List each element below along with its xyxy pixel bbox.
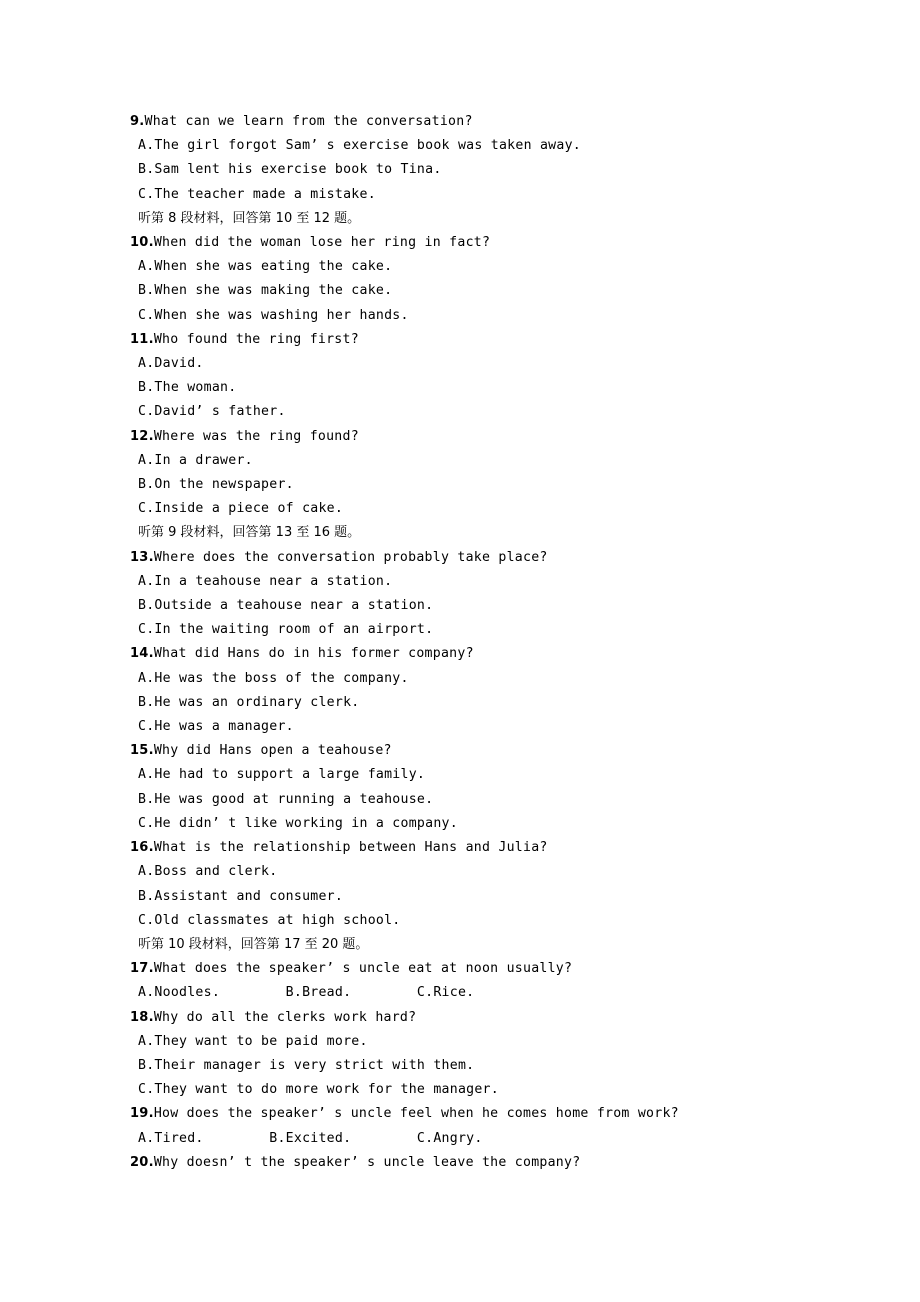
- question-text: Where does the conversation probably take place?: [153, 549, 548, 565]
- question-text: What does the speaker’ s uncle eat at noon usually?: [153, 961, 573, 977]
- answer-option: C.When she was washing her hands.: [138, 307, 409, 323]
- section-instruction: 听第 8 段材料，回答第 10 至 12 题。: [138, 210, 361, 226]
- question-number: 19.: [130, 1106, 154, 1122]
- question-line: [130, 836, 830, 860]
- answer-option: C.Inside a piece of cake.: [138, 501, 344, 517]
- question-line: [130, 739, 830, 763]
- question-line: [130, 328, 830, 352]
- answer-option: C.The teacher made a mistake.: [138, 186, 376, 202]
- answer-option: B.On the newspaper.: [138, 477, 294, 493]
- question-number: 18.: [130, 1009, 154, 1025]
- question-text: When did the woman lose her ring in fact?: [153, 235, 491, 251]
- question-text: What is the relationship between Hans and Julia?: [153, 840, 548, 856]
- question-number: 12.: [130, 428, 154, 444]
- answer-option: C.David’ s father.: [138, 404, 286, 420]
- question-text: Where was the ring found?: [153, 428, 359, 444]
- question-number: 20.: [130, 1154, 154, 1170]
- answer-option-row: A.Noodles. B.Bread. C.Rice.: [138, 985, 475, 1001]
- question-number: 9.: [130, 114, 145, 129]
- answer-option: C.They want to do more work for the manager.: [138, 1082, 499, 1098]
- answer-option: A.The girl forgot Sam’ s exercise book was taken away.: [138, 138, 581, 154]
- question-text: Why did Hans open a teahouse?: [153, 743, 392, 759]
- question-line: [130, 1102, 830, 1126]
- answer-option: C.In the waiting room of an airport.: [138, 622, 434, 638]
- answer-option: C.He didn’ t like working in a company.: [138, 815, 458, 831]
- section-instruction: 听第 9 段材料，回答第 13 至 16 题。: [138, 525, 361, 541]
- question-text: How does the speaker’ s uncle feel when he comes home from work?: [153, 1106, 679, 1122]
- answer-option-row: A.Tired. B.Excited. C.Angry.: [138, 1130, 483, 1146]
- answer-option: B.When she was making the cake.: [138, 283, 393, 299]
- answer-option: A.They want to be paid more.: [138, 1033, 368, 1049]
- section-instruction: 听第 10 段材料，回答第 17 至 20 题。: [138, 936, 369, 952]
- question-number: 14.: [130, 646, 154, 662]
- question-line: [130, 642, 830, 666]
- question-number: 10.: [130, 235, 154, 251]
- answer-option: A.In a teahouse near a station.: [138, 573, 393, 589]
- question-line: [130, 1006, 830, 1030]
- answer-option: B.Assistant and consumer.: [138, 888, 344, 904]
- answer-option: A.He had to support a large family.: [138, 767, 426, 783]
- answer-option: A.Boss and clerk.: [138, 864, 278, 880]
- question-text: Why doesn’ t the speaker’ s uncle leave the company?: [153, 1154, 581, 1170]
- answer-option: C.Old classmates at high school.: [138, 912, 401, 928]
- question-text: Who found the ring first?: [153, 331, 359, 347]
- answer-option: A.In a drawer.: [138, 452, 253, 468]
- answer-option: A.He was the boss of the company.: [138, 670, 409, 686]
- question-line: [130, 546, 830, 570]
- question-line: [130, 957, 830, 981]
- answer-option: C.He was a manager.: [138, 719, 294, 735]
- answer-option: B.Their manager is very strict with them.: [138, 1057, 475, 1073]
- question-line: [130, 231, 830, 255]
- answer-option: B.Outside a teahouse near a station.: [138, 598, 434, 614]
- question-text: Why do all the clerks work hard?: [153, 1009, 417, 1025]
- question-number: 11.: [130, 331, 154, 347]
- question-line: [130, 1151, 830, 1175]
- question-text: What can we learn from the conversation?: [144, 114, 473, 129]
- question-number: 16.: [130, 840, 154, 856]
- answer-option: A.When she was eating the cake.: [138, 259, 393, 275]
- answer-option: B.The woman.: [138, 380, 237, 396]
- answer-option: B.He was good at running a teahouse.: [138, 791, 434, 807]
- question-number: 15.: [130, 743, 154, 759]
- question-number: 13.: [130, 549, 154, 565]
- question-text: What did Hans do in his former company?: [153, 646, 474, 662]
- question-line: [130, 425, 830, 449]
- question-line: [130, 110, 830, 134]
- answer-option: B.Sam lent his exercise book to Tina.: [138, 162, 442, 178]
- question-number: 17.: [130, 961, 154, 977]
- answer-option: B.He was an ordinary clerk.: [138, 694, 360, 710]
- answer-option: A.David.: [138, 356, 204, 372]
- exam-question-list: [130, 110, 830, 1175]
